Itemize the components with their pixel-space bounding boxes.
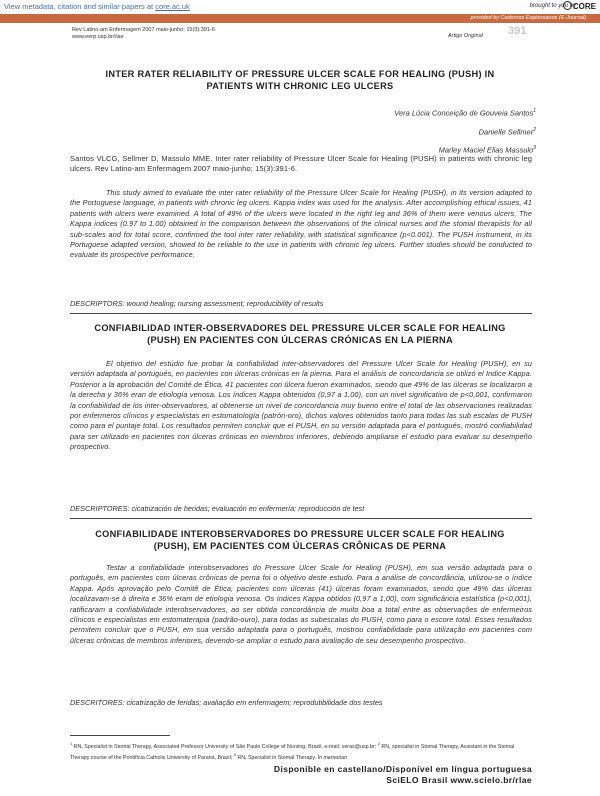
core-banner xyxy=(0,0,600,13)
author-2: Danielle Sellmer$^2$ xyxy=(478,126,536,136)
section-divider xyxy=(70,518,532,519)
abstract-portuguese: Testar a confiabilidade interobservadores do Pressure Ulcer Scale for Healing (PUSH), em sua versão adaptada para o português, em pacientes com úlceras crônicas de perna foi o objetivo deste estudo. Para a análise de concordância, utilizou-se o índice Kappa. Após aprovação pelo Comitê de Ética, pacientes com úlceras (41) úlceras foram examinados, sendo que 49% das úlceras localizavam-se à direita e 36% eram de etiologia venosa. Os índices Kappa obtidos (0,97 a 1,00), com significância estatística (p<0,001), ratificaram a confiabilidade interobservadores, ao ser obtida concordância de muito boa a total entre as observações de enfermeiros clínicos e especialistas em estomaterapia (padrão-ouro), para todas as subescalas do PUSH, como para o escore total. Esses resultados permitem concluir que o PUSH, em sua versão adaptada para o português, mostrou confiabilidade para utilização em pacientes com úlceras crônicas de membros inferiores, devendo-se ampliar o estudo para avaliação de seu desempenho prospectivo. xyxy=(70,563,532,645)
title-spanish-line1: CONFIABILIDAD INTER-OBSERVADORES DEL PRESSURE ULCER SCALE FOR HEALING xyxy=(94,323,506,333)
abstract-spanish: El objetivo del estúdio fue probar la confiabilidad inter-observadores del Pressure Ulcer Scale for Healing (PUSH), en su versión adaptada al portugués, en pacientes con úlceras crónicas en la pierna. Para el análisis de concordancia se utilizó el Indice Kappa. Posterior a la aprobación del Comité de Ética, 41 pacientes con úlcera fueron examinados, siendo que 49% de las úlceras se localizaron a la derecha y 36% eran de etiología venosa. Los índices Kappa obtenidos (0,97 a 1,00), con un nivel significativo de p<0,001, confirmaron la confiabilidad de los inter-observadores, al obtenerse un nivel de concordancia muy bueno entre el total de las observaciones realizadas por enfermeros clínicos y especialistas en estomatología (patrón-oro), dichos valores obtenidos tanto para todas las sub escalas de PUSH como para el puntaje total. Los resultados permiten concluir que el PUSH, en su versión adaptada para el portugués, mostró confiabilidad para ser utilizado en pacientes con úlceras crónicas en miembros inferiores, debiendo ampliarse el estudio para evaluar su desempeño prospectivo. xyxy=(70,359,532,452)
title-english-line2: PATIENTS WITH CHRONIC LEG ULCERS xyxy=(206,81,394,91)
article-type: Artigo Original xyxy=(448,33,483,39)
title-english-line1: INTER RATER RELIABILITY OF PRESSURE ULCER SCALE FOR HEALING (PUSH) IN xyxy=(105,69,495,79)
journal-citation: Rev Latino-am Enfermagem 2007 maio-junho; 15(3):391-6 xyxy=(72,27,215,33)
title-english xyxy=(70,68,530,92)
availability-languages: Disponible en castellano/Disponível em língua portuguesa xyxy=(273,764,532,774)
citation: Santos VLCG, Sellmer D, Massulo MME. Inter rater reliability of Pressure Ulcer Scale for Healing (PUSH) in patients with chronic leg ulcers. Rev Latino-am Enfermagem 2007 maio-junho; 15(3):391-6. xyxy=(70,154,532,173)
abstract-english: This study aimed to evaluate the inter rater reliability of the Pressure Ulcer Scale for Healing (PUSH), in its version adapted to the Portuguese language, in patients with chronic leg ulcers. Kappa index was used for the analysis. After accomplishing ethical issues, 41 patients with ulcers were examined. A total of 49% of the ulcers were located in the right leg and 36% of them were venous ulcers. The Kappa indices (0.97 to 1.00) obtained in the comparison between the observations of the clinical nurses and the stomal therapists for all sub-scales and for total score, confirmed the tool inter rater reliability, with statistical significance (p<0.001). The PUSH instrument, in its Portuguese adapted version, showed to be reliable to the use in patients with chronic leg ulcers. Further studies should be conducted to evaluate its prospective performance. xyxy=(70,188,532,260)
title-portuguese-line2: (PUSH), EM PACIENTES COM ÚLCERAS CRÔNICAS DE PERNA xyxy=(153,541,447,551)
author-3: Marley Maciel Elias Massulo$^3$ xyxy=(438,145,536,155)
provided-by-bar[interactable]: provided by Cadernos Espinosanos (E-Journal) xyxy=(0,14,600,23)
core-logo-text: CORE xyxy=(572,2,596,11)
core-metadata-text xyxy=(4,2,190,11)
core-logo[interactable] xyxy=(563,1,596,11)
availability-note xyxy=(274,764,532,786)
title-spanish-line2: (PUSH) EN PACIENTES CON ÚLCERAS CRÓNICAS EN LA PIERNA xyxy=(147,335,453,345)
journal-header xyxy=(72,27,215,41)
descriptors-portuguese: DESCRITORES: cicatrização de feridas; avaliação em enfermagem; reprodutibilidade dos testes xyxy=(70,698,383,707)
footnote: $^1$ RN, Specialist in Stomal Therapy, Associated Professor University of São Paulo College of Nursing, Brazil, e-mail: veras@usp.br; $^2$ RN, specialist in Stomal Therapy, Assistant in the Stomal Therapy course of the Pontifícia Catholic University of Paraná, Brazil; $^3$ RN, Specialist in Stomal Therapy. In memorian xyxy=(70,741,515,762)
page-number: 391 xyxy=(508,25,527,37)
title-portuguese-line1: CONFIABILIDADE INTEROBSERVADORES DO PRESSURE ULCER SCALE FOR HEALING xyxy=(95,529,505,539)
core-prefix: View metadata, citation and similar papers at xyxy=(4,2,156,11)
journal-website: www.eerp.usp.br/rlae xyxy=(72,34,124,40)
title-portuguese xyxy=(70,528,530,552)
brought-by-text: brought to you by xyxy=(529,3,576,9)
title-spanish xyxy=(70,322,530,346)
authors xyxy=(394,103,536,159)
core-link[interactable]: core.ac.uk xyxy=(155,2,190,11)
descriptors-english: DESCRIPTORS: wound healing; nursing assessment; reproducibility of results xyxy=(70,299,324,308)
core-logo-icon xyxy=(563,1,572,10)
availability-scielo[interactable]: SciELO Brasil www.scielo.br/rlae xyxy=(386,775,532,785)
section-divider xyxy=(70,313,532,314)
footnote-divider xyxy=(70,735,170,736)
descriptors-spanish: DESCRIPTORES: cicatrización de heridas; evaluación en enfermería; reproducción de test xyxy=(70,504,365,513)
author-1: Vera Lúcia Conceição de Gouveia Santos$^1$ xyxy=(394,108,536,118)
